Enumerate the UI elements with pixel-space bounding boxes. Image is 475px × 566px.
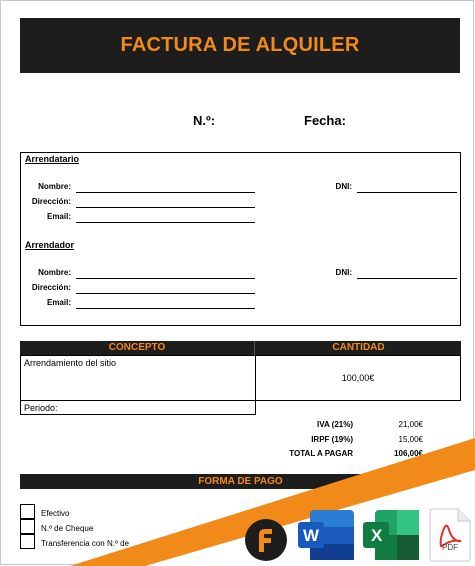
amount-text: 100,00€ [341,373,375,383]
tenant-name-label: Nombre: [38,182,71,191]
landlord-name-label: Nombre: [38,268,71,277]
landlord-heading: Arrendador [25,240,75,250]
landlord-address-label: Dirección: [31,283,71,292]
landlord-dni-label: DNI: [335,268,352,277]
irpf-label: IRPF (19%) [311,435,353,444]
payment-heading: FORMA DE PAGO [198,476,283,487]
concept-text: Arrendamiento del sitio [24,358,117,368]
period-label: Periodo: [24,403,58,413]
excel-icon [361,510,421,560]
invoice-title: FACTURA DE ALQUILER [120,34,360,56]
iva-label: IVA (21%) [316,420,353,429]
irpf-value: 15,00€ [398,435,423,444]
tenant-heading: Arrendatario [25,154,80,164]
pdf-icon-label: PDF [442,543,458,552]
cash-option-label: Efectivo [41,509,70,518]
invoice-date-label: Fecha: [304,113,346,128]
pdf-icon [428,508,472,562]
total-label: TOTAL A PAGAR [289,449,353,458]
concept-column-header: CONCEPTO [108,342,166,353]
tenant-address-label: Dirección: [31,197,71,206]
iva-value: 21,00€ [398,420,423,429]
tenant-email-label: Email: [46,212,71,221]
total-value: 106,00€ [394,449,423,458]
excel-icon-letter: X [371,526,383,545]
invoice-number-label: N.º: [193,113,216,128]
cheque-option-label: N.º de Cheque [41,524,94,533]
amount-column-header: CANTIDAD [332,342,385,353]
word-icon-letter: W [303,526,320,545]
tenant-dni-label: DNI: [335,182,352,191]
landlord-email-label: Email: [46,298,71,307]
transfer-option-label: Transferencia con N.º de [41,539,129,548]
brand-logo-icon [244,518,288,562]
